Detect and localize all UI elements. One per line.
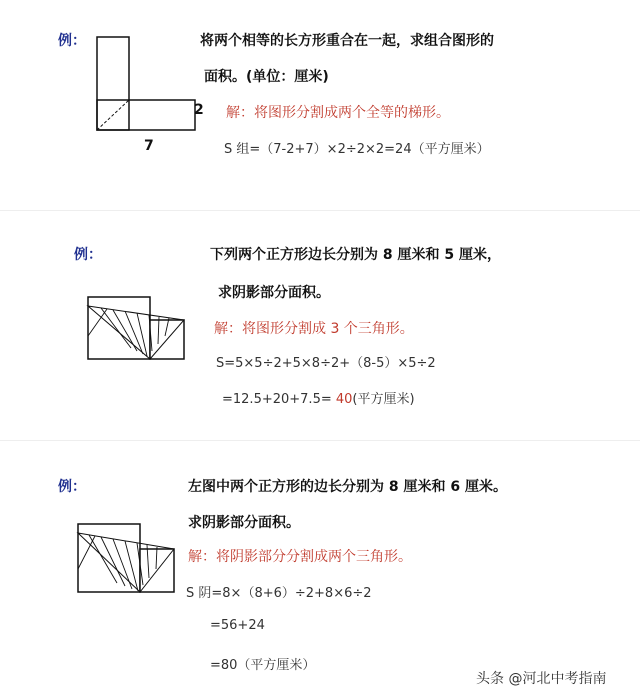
example-3-problem-line2: 求阴影部分面积。 bbox=[188, 515, 300, 531]
example-1-label: 例： bbox=[58, 33, 86, 49]
example-2-formula2-prefix: =12.5+20+7.5= bbox=[222, 392, 336, 407]
example-2-label: 例： bbox=[74, 247, 102, 263]
l-shape-diagonal bbox=[97, 100, 129, 130]
example-2-formula2-unit: (平方厘米) bbox=[352, 392, 415, 407]
example-3-solution: 解：将阴影部分分割成两个三角形。 bbox=[188, 549, 412, 565]
example-2-solution: 解：将图形分割成 3 个三角形。 bbox=[214, 321, 414, 337]
example-3-problem-line1: 左图中两个正方形的边长分别为 8 厘米和 6 厘米。 bbox=[188, 479, 507, 495]
two-squares-figure-1 bbox=[87, 296, 187, 366]
example-1-problem-line1: 将两个相等的长方形重合在一起，求组合图形的 bbox=[200, 33, 494, 49]
l-shape-vertical-rect bbox=[97, 37, 129, 130]
l-shape-width-label: 7 bbox=[144, 138, 154, 154]
divider-2 bbox=[0, 440, 640, 441]
l-shape-horizontal-rect bbox=[97, 100, 195, 130]
watermark: 头条 @河北中考指南 bbox=[476, 671, 607, 687]
example-2-formula2 bbox=[222, 388, 415, 407]
l-shape-figure bbox=[96, 36, 206, 136]
example-3-formula3: =80（平方厘米） bbox=[210, 658, 316, 673]
l-shape-height-label: 2 bbox=[194, 102, 204, 118]
example-3-formula2: =56+24 bbox=[210, 618, 265, 633]
divider-1 bbox=[0, 210, 640, 211]
example-1-problem-line2: 面积。(单位：厘米) bbox=[204, 69, 329, 85]
example-2-problem-line1: 下列两个正方形边长分别为 8 厘米和 5 厘米， bbox=[210, 247, 501, 263]
example-2-formula2-answer: 40 bbox=[335, 392, 353, 407]
example-1-solution: 解：将图形分割成两个全等的梯形。 bbox=[226, 105, 450, 121]
example-2-formula1: S=5×5÷2+5×8÷2+（8-5）×5÷2 bbox=[216, 356, 436, 371]
example-3-label: 例： bbox=[58, 479, 86, 495]
example-1-formula: S 组=（7-2+7）×2÷2×2=24（平方厘米） bbox=[224, 142, 490, 157]
two-squares-figure-2 bbox=[77, 523, 177, 598]
example-2-problem-line2: 求阴影部分面积。 bbox=[218, 285, 330, 301]
example-3-formula1: S 阴=8×（8+6）÷2+8×6÷2 bbox=[186, 586, 372, 601]
